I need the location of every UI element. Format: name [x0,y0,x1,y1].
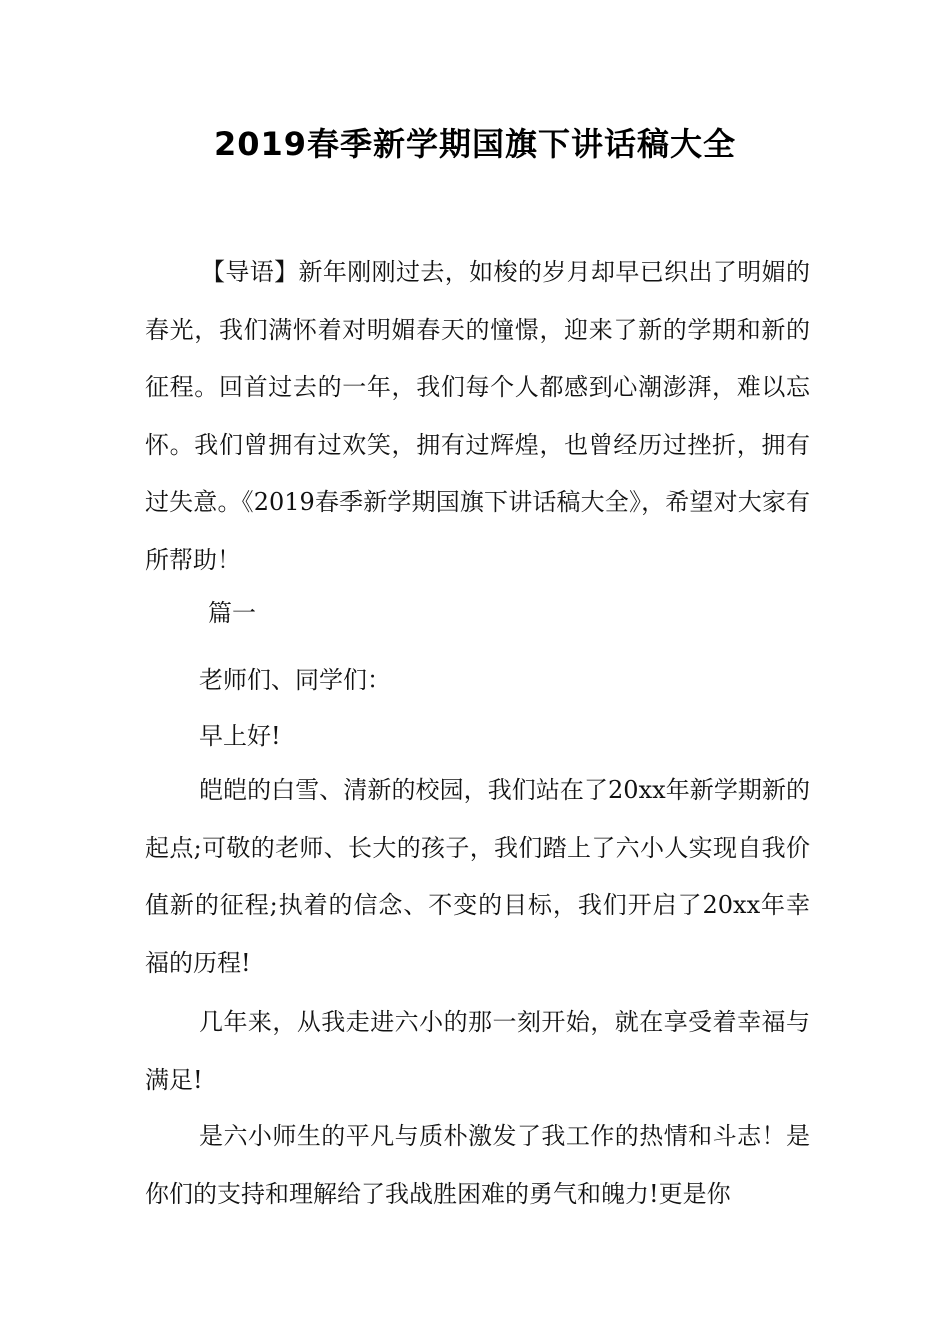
salutation-paragraph: 老师们、同学们： [199,666,391,694]
body-paragraph-3: 是六小师生的平凡与质朴激发了我工作的热情和斗志！是你们的支持和理解给了我战胜困难的勇气和魄力!更是你 [145,1122,810,1208]
body-paragraph-2: 几年来，从我走进六小的那一刻开始，就在享受着幸福与满足! [145,1008,810,1094]
document-title: 2019春季新学期国旗下讲话稿大全 [213,125,737,163]
intro-paragraph: 【导语】新年刚刚过去，如梭的岁月却早已织出了明媚的春光，我们满怀着对明媚春天的憧憬，迎来了新的学期和新的征程。回首过去的一年，我们每个人都感到心潮澎湃，难以忘怀。我们曾拥有过欢笑，拥有过辉煌，也曾经历过挫折，拥有过失意。《2019春季新学期国旗下讲话稿大全》，希望对大家有所帮助！ [145,258,810,574]
greeting-paragraph: 早上好! [199,722,281,750]
section-heading: 篇一 [208,599,256,627]
body-paragraph-1: 皑皑的白雪、清新的校园，我们站在了20xx年新学期新的起点;可敬的老师、长大的孩子，我们踏上了六小人实现自我价值新的征程;执着的信念、不变的目标，我们开启了20xx年幸福的历程! [145,776,810,977]
